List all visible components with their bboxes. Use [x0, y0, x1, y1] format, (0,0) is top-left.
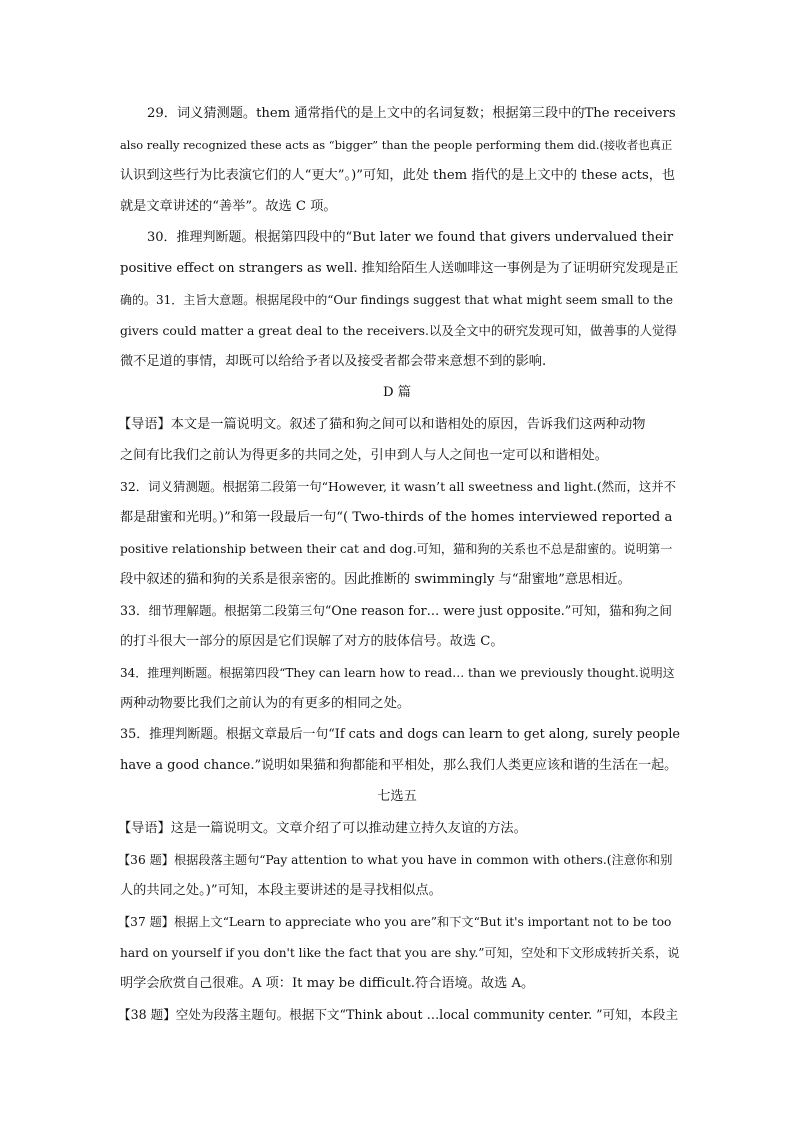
answer-33-line-2: 的打斗很大一部分的原因是它们误解了对方的肢体信号。故选 C。	[120, 634, 504, 649]
answer-31-line-1: 确的。31．主旨大意题。根据尾段中的“Our findings suggest that what might seem small to the	[120, 293, 673, 307]
answer-38-line-1: 【38 题】空处为段落主题句。根据下文“Think about …local community center. ”可知，本段主	[118, 1007, 679, 1022]
answer-33-line-1: 33．细节理解题。根据第二段第三句“One reason for… were just opposite.”可知，猫和狗之间	[120, 603, 672, 618]
answer-36-line-2: 人的共同之处。)”可知，本段主要讲述的是寻找相似点。	[120, 883, 442, 898]
answer-37-line-3: 明学会欣赏自己很难。A 项：It may be difficult.符合语境。故选 A。	[120, 976, 535, 991]
d-intro-line-2: 之间有比我们之前认为得更多的共同之处，引申到人与人之间也一定可以和谐相处。	[120, 448, 608, 463]
answer-35-line-1: 35．推理判断题。根据文章最后一句“If cats and dogs can learn to get along, surely people	[120, 727, 680, 742]
section-heading-seven-choose-five: 七选五	[377, 789, 417, 804]
answer-35-line-2: have a good chance.”说明如果猫和狗都能和平相处，那么我们人类更应该和谐的生活在一起。	[120, 758, 678, 773]
answer-31-line-3: 微不足道的事情，却既可以给给予者以及接受者都会带来意想不到的影响.	[120, 354, 547, 369]
answer-34-line-1: 34．推理判断题。根据第四段“They can learn how to read… than we previously thought.说明这	[120, 666, 675, 680]
seven-five-intro: 【导语】这是一篇说明文。文章介绍了可以推动建立持久友谊的方法。	[118, 821, 527, 836]
answer-32-line-3: positive relationship between their cat and dog.可知，猫和狗的关系也不总是甜蜜的。说明第一	[120, 542, 673, 556]
answer-36-line-1: 【36 题】根据段落主题句“Pay attention to what you have in common with others.(注意你和别	[118, 853, 673, 867]
answer-29-line-3: 认识到这些行为比表演它们的人“更大”。)”可知，此处 them 指代的是上文中的 these acts，也	[120, 168, 676, 183]
answer-32-line-1: 32．词义猜测题。根据第二段第一句“However, it wasn’t all sweetness and light.(然而，这并不	[120, 479, 677, 494]
answer-29-line-1: 29．词义猜测题。them 通常指代的是上文中的名词复数；根据第三段中的The receivers	[147, 106, 676, 121]
answer-34-line-2: 两种动物要比我们之前认为的有更多的相同之处。	[120, 696, 411, 711]
answer-32-line-4: 段中叙述的猫和狗的关系是很亲密的。因此推断的 swimmingly 与“甜蜜地”意思相近。	[120, 572, 631, 587]
answer-31-line-2: givers could matter a great deal to the receivers.以及全文中的研究发现可知，做善事的人觉得	[120, 323, 677, 338]
answer-29-line-4: 就是文章讲述的“善举”。故选 C 项。	[120, 199, 337, 214]
answer-30-line-1: 30．推理判断题。根据第四段中的“But later we found that givers undervalued their	[147, 230, 674, 245]
answer-37-line-1: 【37 题】根据上文“Learn to appreciate who you are”和下文“But it's important not to be too	[118, 915, 672, 929]
section-heading-d: D 篇	[383, 385, 411, 400]
answer-37-line-2: hard on yourself if you don't like the fact that you are shy.”可知，空处和下文形成转折关系，说	[120, 946, 680, 960]
answer-30-line-2: positive effect on strangers as well. 推知给陌生人送咖啡这一事例是为了证明研究发现是正	[120, 261, 679, 276]
d-intro-line-1: 【导语】本文是一篇说明文。叙述了猫和狗之间可以和谐相处的原因，告诉我们这两种动物	[118, 417, 646, 432]
answer-29-line-2: also really recognized these acts as “bigger” than the people performing them did.(接收者也真正	[120, 138, 673, 152]
answer-32-line-2: 都是甜蜜和光明。)”和第一段最后一句“( Two-thirds of the homes interviewed reported a	[120, 510, 673, 525]
